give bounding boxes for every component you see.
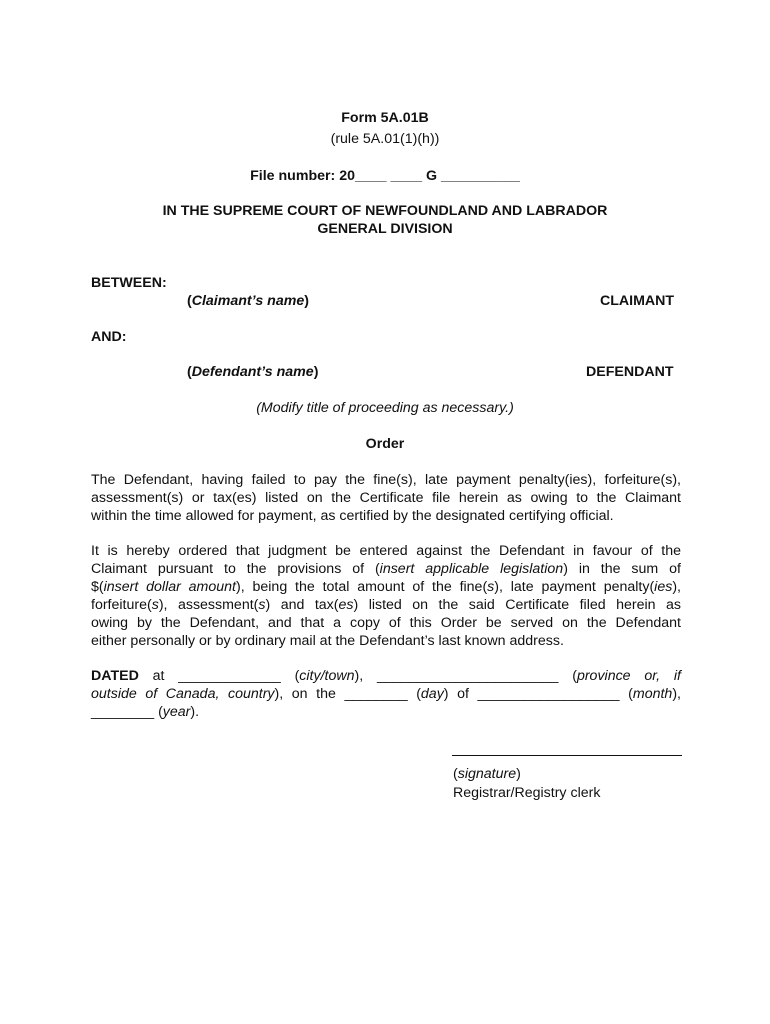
paragraph-2-line: either personally or by ordinary mail at the Defendant’s last known address. xyxy=(91,633,564,649)
paragraph-1-line: The Defendant, having failed to pay the fine(s), late payment penalty(ies), forfeiture(s), xyxy=(91,472,681,488)
between-label: BETWEEN: xyxy=(91,275,167,291)
court-division: GENERAL DIVISION xyxy=(317,221,453,237)
signature-line xyxy=(452,755,682,756)
paragraph-1-line: within the time allowed for payment, as certified by the designated certifying official. xyxy=(91,508,614,524)
file-number: File number: 20____ ____ G __________ xyxy=(250,168,520,184)
dated-label: DATED xyxy=(91,668,139,684)
paragraph-2-line: Claimant pursuant to the provisions of (insert applicable legislation) in the sum of xyxy=(91,561,681,577)
paragraph-2-line: owing by the Defendant, and that a copy of this Order be served on the Defendant xyxy=(91,615,681,631)
order-title: Order xyxy=(365,436,405,452)
dated-line: ________ (year). xyxy=(91,704,200,720)
dated-line: outside of Canada, country), on the ________ (day) of __________________ (month), xyxy=(91,686,681,702)
dated-block xyxy=(91,667,681,721)
paragraph-2-line: It is hereby ordered that judgment be entered against the Defendant in favour of the xyxy=(91,543,681,559)
claimant-role: CLAIMANT xyxy=(600,293,675,309)
form-title: Form 5A.01B xyxy=(341,110,429,126)
order-paragraph-2 xyxy=(91,542,681,650)
signature-label: (signature) xyxy=(453,766,521,782)
defendant-role: DEFENDANT xyxy=(586,364,674,380)
and-label: AND: xyxy=(91,329,127,345)
order-paragraph-1 xyxy=(91,471,681,525)
defendant-name-placeholder: (Defendant’s name) xyxy=(187,364,319,380)
court-name: IN THE SUPREME COURT OF NEWFOUNDLAND AND LABRADOR xyxy=(162,203,608,219)
paragraph-2-line: forfeiture(s), assessment(s) and tax(es) listed on the said Certificate filed herein as xyxy=(91,597,682,613)
claimant-name-placeholder: (Claimant’s name) xyxy=(187,293,309,309)
paragraph-1-line: assessment(s) or tax(es) listed on the Certificate file herein as owing to the Claimant xyxy=(91,490,681,506)
paragraph-2-line: $(insert dollar amount), being the total amount of the fine(s), late payment penalty(ies), xyxy=(91,579,681,595)
rule-reference: (rule 5A.01(1)(h)) xyxy=(330,131,440,147)
signature-title: Registrar/Registry clerk xyxy=(453,785,601,801)
title-note: (Modify title of proceeding as necessary.) xyxy=(256,400,514,416)
dated-line: DATED at _____________ (city/town), _______________________ (province or, if xyxy=(91,668,681,684)
